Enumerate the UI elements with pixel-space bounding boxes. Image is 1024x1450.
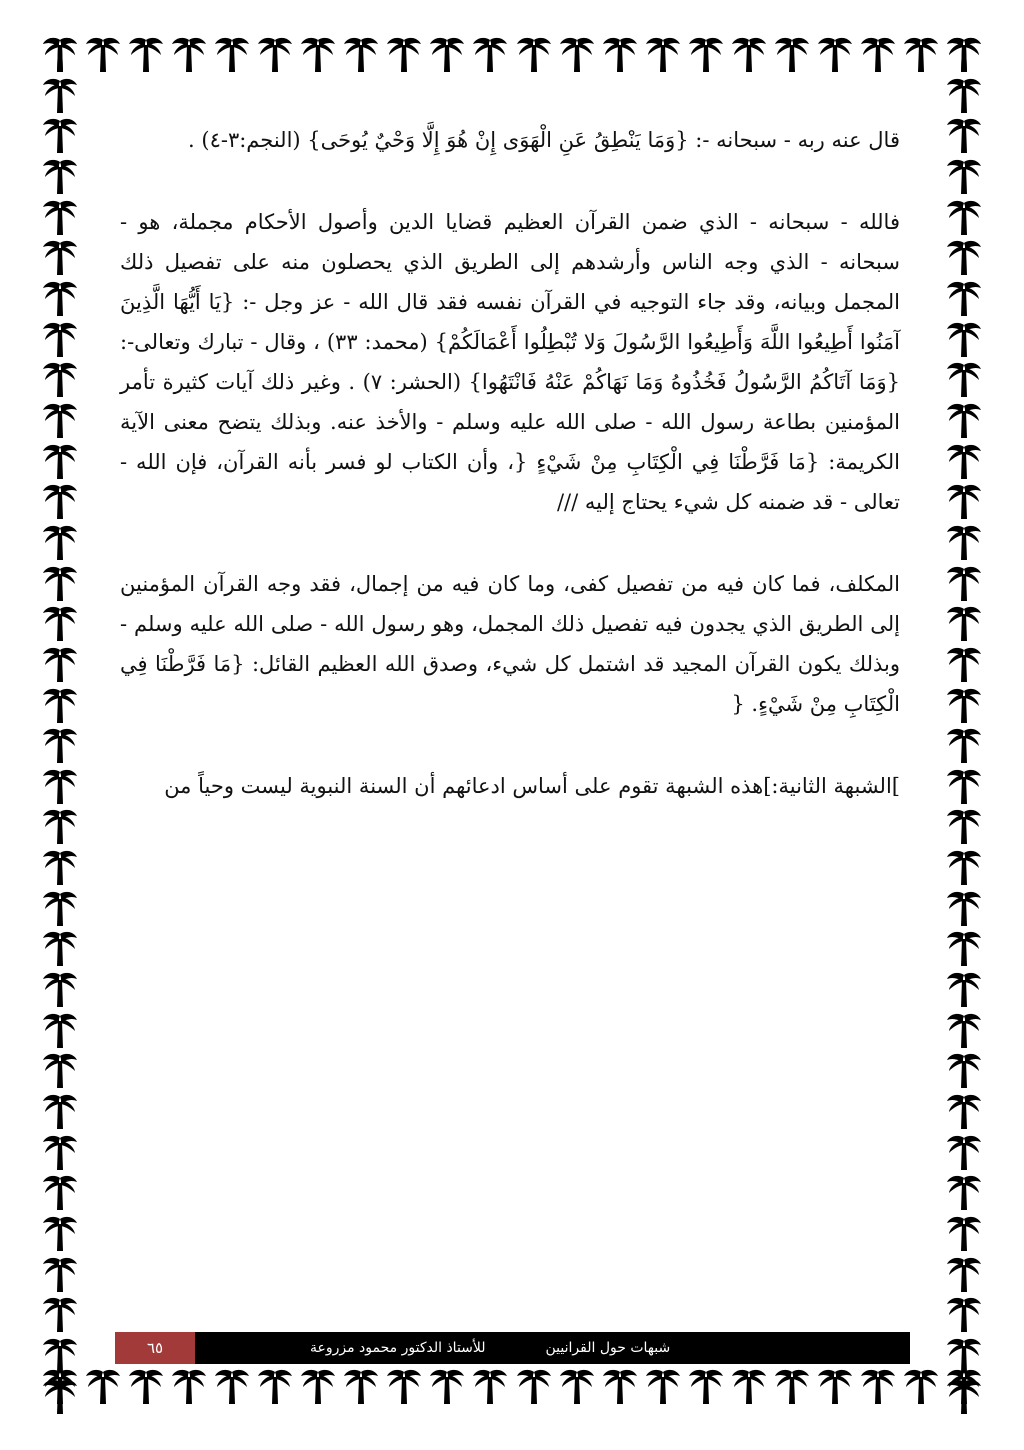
palm-tree-icon (470, 34, 510, 74)
palm-tree-icon (514, 34, 554, 74)
border-left (40, 34, 80, 1416)
palm-tree-icon (83, 34, 123, 74)
palm-tree-icon (944, 685, 984, 725)
page-body (120, 120, 900, 848)
palm-tree-icon (944, 1254, 984, 1294)
palm-tree-icon (40, 888, 80, 928)
palm-tree-icon (341, 1366, 381, 1406)
author-name: للأستاذ الدكتور محمود مزروعة (310, 1340, 486, 1356)
palm-tree-icon (40, 1172, 80, 1212)
palm-tree-icon (944, 1213, 984, 1253)
palm-tree-icon (83, 1366, 123, 1406)
border-bottom (40, 1366, 984, 1416)
palm-tree-icon (944, 1294, 984, 1334)
palm-tree-icon (600, 34, 640, 74)
palm-tree-icon (470, 1366, 510, 1406)
palm-tree-icon (944, 888, 984, 928)
palm-tree-icon (944, 969, 984, 1009)
palm-tree-icon (40, 1132, 80, 1172)
palm-tree-icon (686, 34, 726, 74)
palm-tree-icon (341, 34, 381, 74)
palm-tree-icon (729, 34, 769, 74)
palm-tree-icon (643, 1366, 683, 1406)
page-footer (115, 1332, 910, 1364)
palm-tree-icon (40, 197, 80, 237)
palm-tree-icon (944, 1132, 984, 1172)
palm-tree-icon (944, 847, 984, 887)
palm-tree-icon (40, 237, 80, 277)
palm-tree-icon (944, 1376, 984, 1416)
palm-tree-icon (40, 1213, 80, 1253)
palm-tree-icon (944, 1010, 984, 1050)
palm-tree-icon (40, 1010, 80, 1050)
palm-tree-icon (40, 969, 80, 1009)
palm-tree-icon (944, 928, 984, 968)
palm-tree-icon (40, 1254, 80, 1294)
palm-tree-icon (944, 359, 984, 399)
palm-tree-icon (40, 685, 80, 725)
palm-tree-icon (944, 441, 984, 481)
palm-tree-icon (858, 1366, 898, 1406)
palm-tree-icon (40, 1376, 80, 1416)
palm-tree-icon (40, 278, 80, 318)
paragraph: المكلف، فما كان فيه من تفصيل كفى، وما كان فيه من إجمال، فقد وجه القرآن المؤمنين إلى الطريق الذي يجدون فيه تفصيل ذلك المجمل، وهو رسول الله - صلى الله عليه وسلم - وبذلك يكون القرآن المجيد قد اشتمل كل شيء، وصدق الله العظيم القائل: {مَا فَرَّطْنَا فِي الْكِتَابِ مِنْ شَيْءٍ. { (120, 572, 901, 716)
palm-tree-icon (40, 1050, 80, 1090)
palm-tree-icon (944, 115, 984, 155)
palm-tree-icon (427, 34, 467, 74)
palm-tree-icon (40, 563, 80, 603)
palm-tree-icon (126, 34, 166, 74)
palm-tree-icon (944, 766, 984, 806)
palm-tree-icon (944, 237, 984, 277)
palm-tree-icon (40, 115, 80, 155)
palm-tree-icon (944, 603, 984, 643)
palm-tree-icon (944, 481, 984, 521)
palm-tree-icon (169, 34, 209, 74)
palm-tree-icon (298, 34, 338, 74)
palm-tree-icon (815, 34, 855, 74)
palm-tree-icon (40, 319, 80, 359)
palm-tree-icon (944, 197, 984, 237)
palm-tree-icon (557, 1366, 597, 1406)
border-top (40, 34, 984, 84)
palm-tree-icon (40, 1335, 80, 1375)
palm-tree-icon (298, 1366, 338, 1406)
paragraph: فالله - سبحانه - الذي ضمن القرآن العظيم قضايا الدين وأصول الأحكام مجملة، هو - سبحانه - الذي وجه الناس وأرشدهم إلى الطريق الذي يحصلون منه على تفصيل ذلك المجمل وبيانه، وقد جاء التوجيه في القرآن نفسه فقد قال الله - عز وجل -: {يَا أَيُّهَا الَّذِينَ آمَنُوا أَطِيعُوا اللَّهَ وَأَطِيعُوا الرَّسُولَ وَلا تُبْطِلُوا أَعْمَالَكُمْ} (محمد: ٣٣) ، وقال - تبارك وتعالى-: {وَمَا آتَاكُمُ الرَّسُولُ فَخُذُوهُ وَمَا نَهَاكُمْ عَنْهُ فَانْتَهُوا} (الحشر: ٧) . وغير ذلك آيات كثيرة تأمر المؤمنين بطاعة رسول الله - صلى الله عليه وسلم - والأخذ عنه. وبذلك يتضح معنى الآية الكريمة: {مَا فَرَّطْنَا فِي الْكِتَابِ مِنْ شَيْءٍ {، وأن الكتاب لو فسر بأنه القرآن، فإن الله - تعالى - قد ضمنه كل شيء يحتاج إليه /// (120, 210, 900, 514)
palm-tree-icon (169, 1366, 209, 1406)
palm-tree-icon (40, 481, 80, 521)
palm-tree-icon (40, 806, 80, 846)
palm-tree-icon (40, 75, 80, 115)
palm-tree-icon (255, 1366, 295, 1406)
palm-tree-icon (40, 928, 80, 968)
palm-tree-icon (40, 644, 80, 684)
palm-tree-icon (944, 644, 984, 684)
palm-tree-icon (772, 1366, 812, 1406)
palm-tree-icon (600, 1366, 640, 1406)
palm-tree-icon (944, 319, 984, 359)
palm-tree-icon (901, 34, 941, 74)
palm-tree-icon (384, 34, 424, 74)
palm-tree-icon (944, 34, 984, 74)
palm-tree-icon (40, 847, 80, 887)
paragraph: ]الشبهة الثانية:]هذه الشبهة تقوم على أساس ادعائهم أن السنة النبوية ليست وحياً من (164, 774, 900, 798)
palm-tree-icon (40, 1294, 80, 1334)
palm-tree-icon (40, 400, 80, 440)
palm-tree-icon (944, 806, 984, 846)
palm-tree-icon (427, 1366, 467, 1406)
palm-tree-icon (944, 522, 984, 562)
palm-tree-icon (40, 441, 80, 481)
palm-tree-icon (40, 725, 80, 765)
palm-tree-icon (944, 563, 984, 603)
palm-tree-icon (557, 34, 597, 74)
palm-tree-icon (255, 34, 295, 74)
palm-tree-icon (944, 400, 984, 440)
palm-tree-icon (40, 156, 80, 196)
palm-tree-icon (40, 766, 80, 806)
palm-tree-icon (944, 156, 984, 196)
palm-tree-icon (212, 1366, 252, 1406)
paragraph: قال عنه ربه - سبحانه -: {وَمَا يَنْطِقُ عَنِ الْهَوَى إِنْ هُوَ إِلَّا وَحْيٌ يُوحَى} (النجم:٣-٤) . (188, 128, 900, 152)
palm-tree-icon (729, 1366, 769, 1406)
palm-tree-icon (212, 34, 252, 74)
palm-tree-icon (944, 1172, 984, 1212)
palm-tree-icon (40, 603, 80, 643)
palm-tree-icon (944, 75, 984, 115)
palm-tree-icon (858, 34, 898, 74)
palm-tree-icon (944, 1050, 984, 1090)
palm-tree-icon (126, 1366, 166, 1406)
palm-tree-icon (514, 1366, 554, 1406)
border-right (944, 34, 984, 1416)
palm-tree-icon (40, 522, 80, 562)
palm-tree-icon (944, 1091, 984, 1131)
palm-tree-icon (815, 1366, 855, 1406)
book-title: شبهات حول القرانيين (545, 1340, 671, 1356)
palm-tree-icon (40, 359, 80, 399)
palm-tree-icon (944, 278, 984, 318)
palm-tree-icon (643, 34, 683, 74)
palm-tree-icon (944, 1335, 984, 1375)
page-number: ٦٥ (115, 1332, 195, 1364)
palm-tree-icon (384, 1366, 424, 1406)
palm-tree-icon (772, 34, 812, 74)
palm-tree-icon (40, 1091, 80, 1131)
palm-tree-icon (901, 1366, 941, 1406)
palm-tree-icon (686, 1366, 726, 1406)
palm-tree-icon (944, 725, 984, 765)
palm-tree-icon (40, 34, 80, 74)
